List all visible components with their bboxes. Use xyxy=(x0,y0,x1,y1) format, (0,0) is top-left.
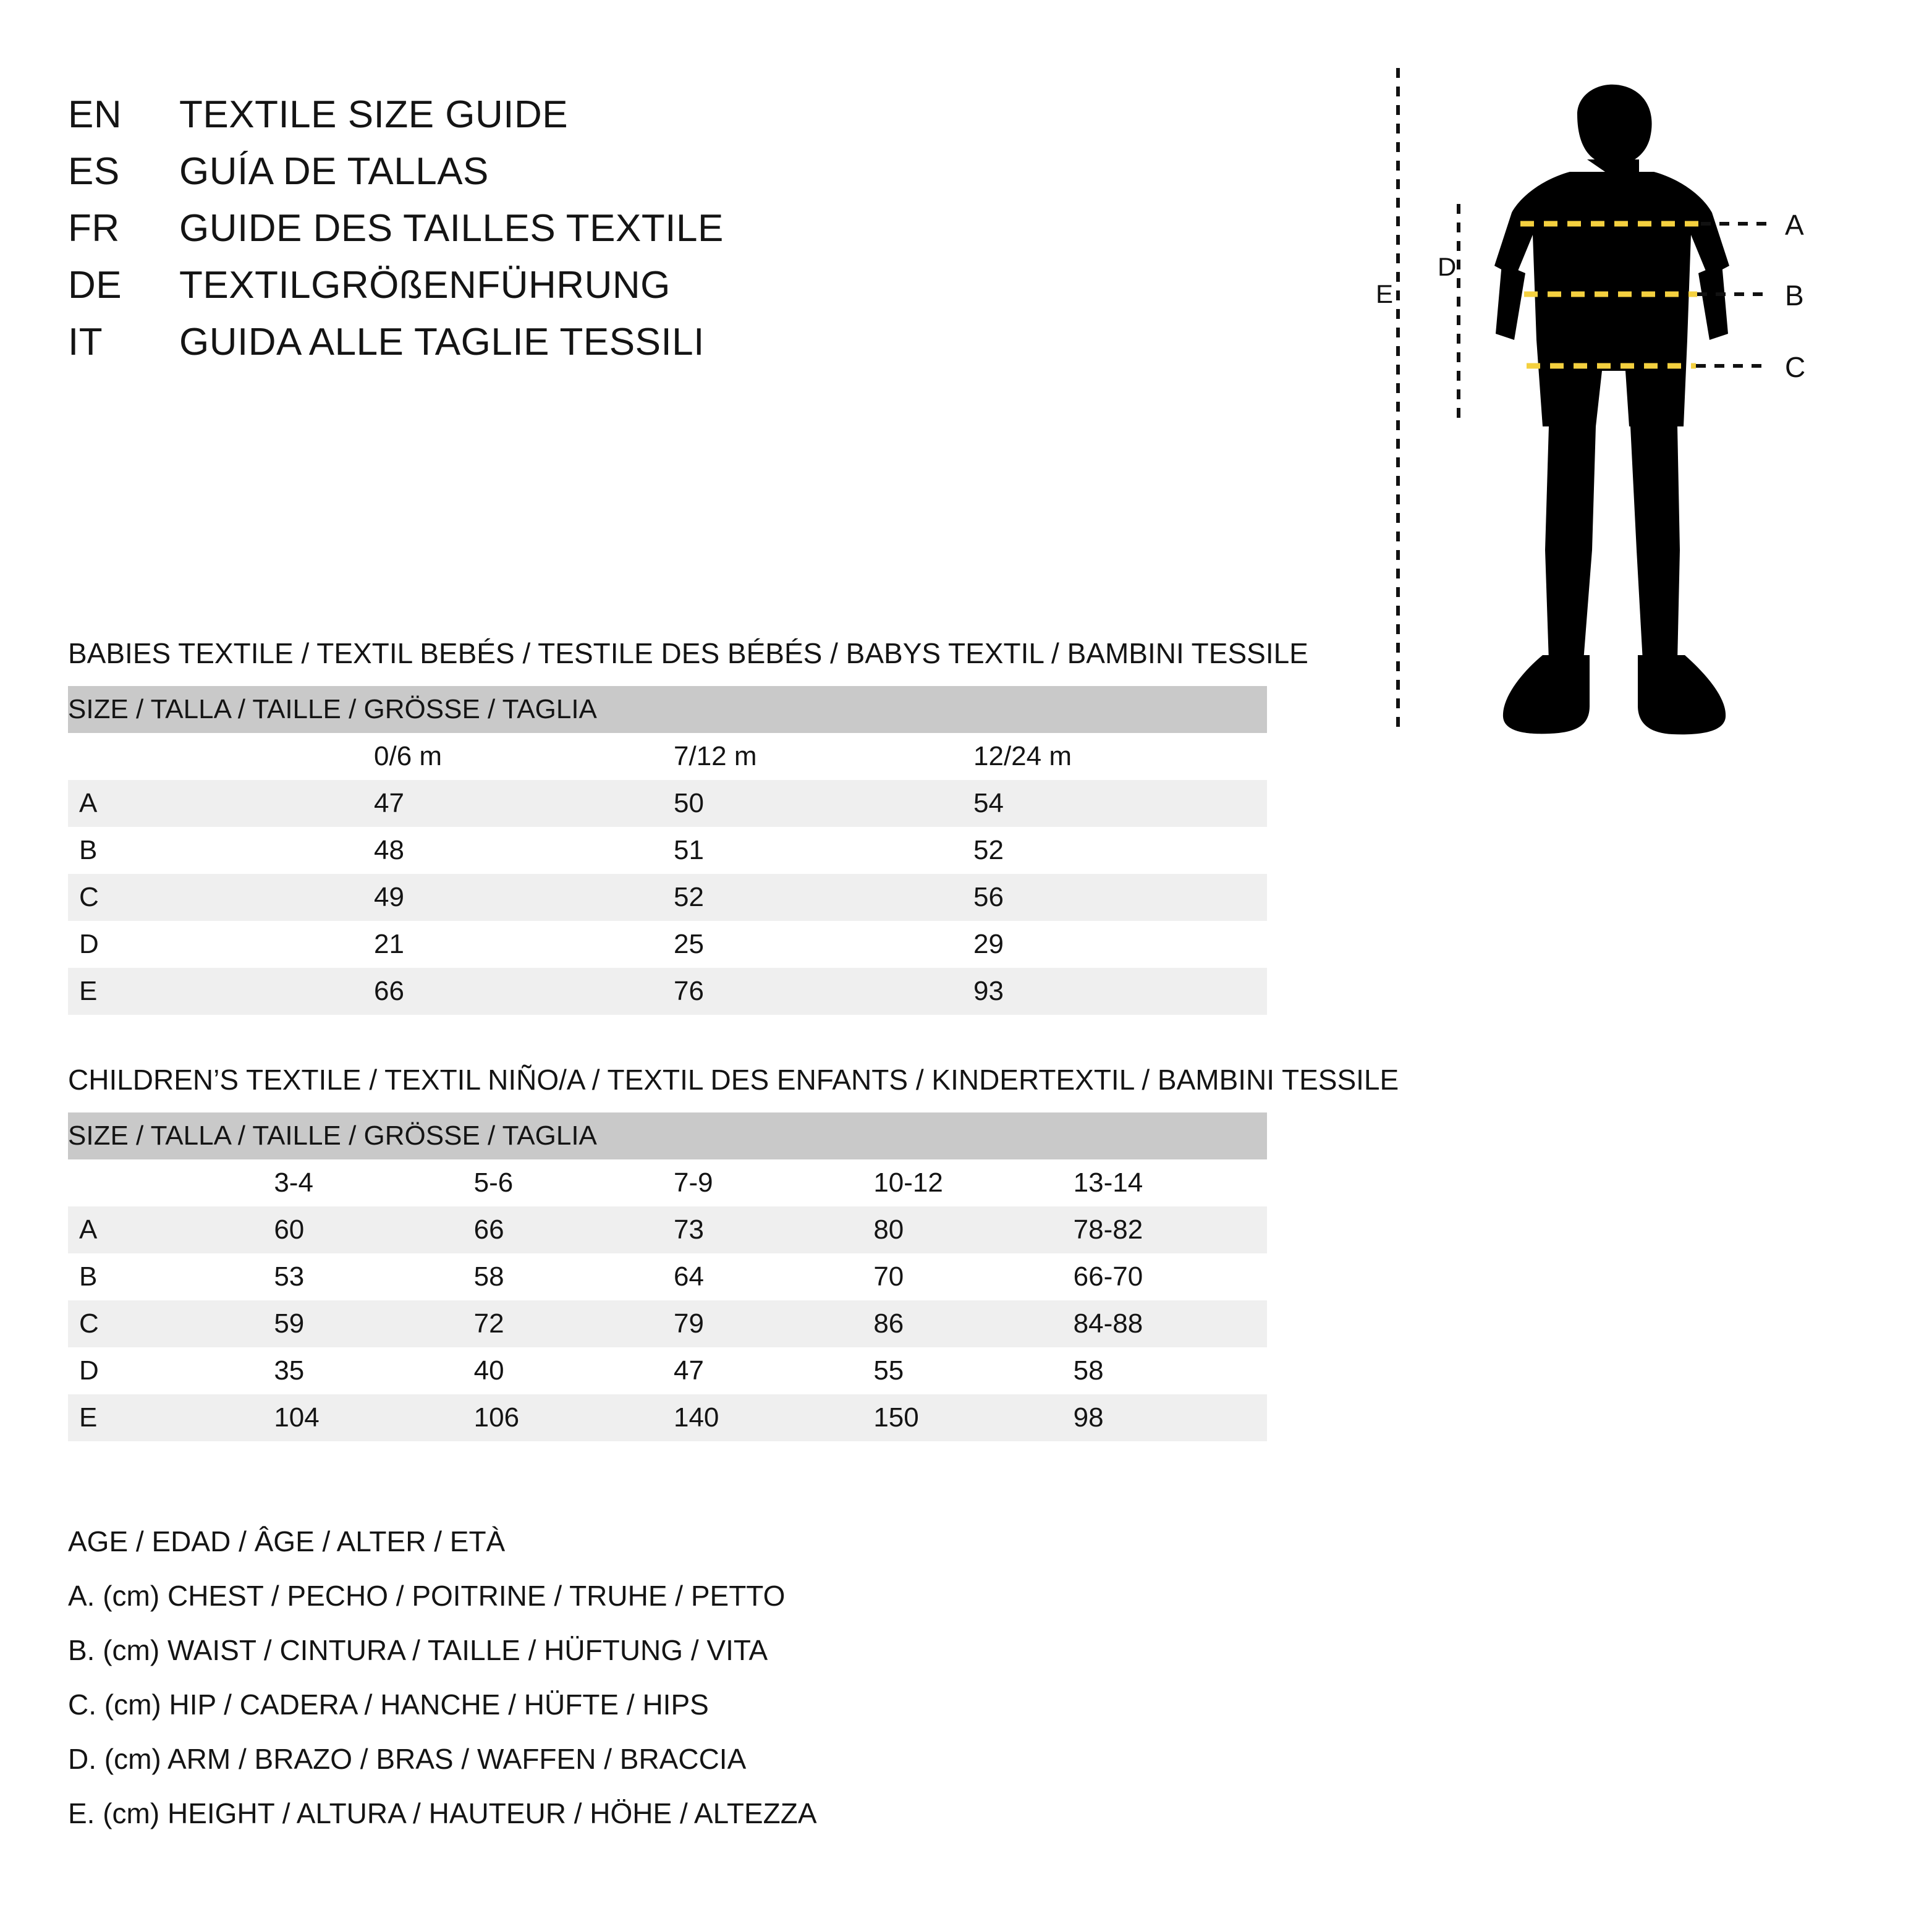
babies-cell-d-2: 29 xyxy=(967,921,1267,968)
children-header-corner xyxy=(68,1159,268,1206)
children-col-3: 10-12 xyxy=(867,1159,1067,1206)
babies-header-corner xyxy=(68,733,368,780)
children-cell-e-2: 140 xyxy=(667,1394,867,1441)
children-cell-d-0: 35 xyxy=(268,1347,467,1394)
babies-cell-c-2: 56 xyxy=(967,874,1267,921)
babies-row-label-d: D xyxy=(68,921,368,968)
children-cell-c-4: 84-88 xyxy=(1067,1300,1267,1347)
babies-row-label-a: A xyxy=(68,780,368,827)
children-cell-a-0: 60 xyxy=(268,1206,467,1253)
babies-heading: BABIES TEXTILE / TEXTIL BEBÉS / TESTILE DES BÉBÉS / BABYS TEXTIL / BAMBINI TESSILE xyxy=(68,637,1308,669)
children-row-label-b: B xyxy=(68,1253,268,1300)
legend-item-hip: C. (cm) HIP / CADERA / HANCHE / HÜFTE / HIPS xyxy=(68,1688,709,1721)
table-row xyxy=(68,1206,1267,1253)
babies-cell-a-2: 54 xyxy=(967,780,1267,827)
title-lang-de: DE xyxy=(68,264,122,307)
babies-size-table xyxy=(68,686,1267,1015)
marker-c-label: C xyxy=(1785,351,1806,383)
children-cell-d-2: 47 xyxy=(667,1347,867,1394)
table-row xyxy=(68,1253,1267,1300)
babies-cell-a-0: 47 xyxy=(368,780,667,827)
title-text-de: TEXTILGRÖßENFÜHRUNG xyxy=(179,264,671,307)
babies-row-label-c: C xyxy=(68,874,368,921)
children-cell-b-1: 58 xyxy=(468,1253,667,1300)
title-text-fr: GUIDE DES TAILLES TEXTILE xyxy=(179,207,724,250)
babies-cell-d-0: 21 xyxy=(368,921,667,968)
children-col-1: 5-6 xyxy=(468,1159,667,1206)
children-cell-d-3: 55 xyxy=(867,1347,1067,1394)
marker-e-label: E xyxy=(1376,279,1394,308)
legend-item-arm: D. (cm) ARM / BRAZO / BRAS / WAFFEN / BRACCIA xyxy=(68,1743,747,1775)
table-row xyxy=(68,1300,1267,1347)
babies-col-1: 7/12 m xyxy=(667,733,967,780)
title-text-it: GUIDA ALLE TAGLIE TESSILI xyxy=(179,321,705,363)
legend-title: AGE / EDAD / ÂGE / ALTER / ETÀ xyxy=(68,1525,506,1557)
title-text-es: GUÍA DE TALLAS xyxy=(179,150,489,193)
legend-block xyxy=(68,1514,1304,1841)
babies-column-header-row xyxy=(68,733,1267,780)
table-row xyxy=(68,921,1267,968)
table-row xyxy=(68,827,1267,874)
marker-a-label: A xyxy=(1785,209,1804,241)
title-block xyxy=(68,93,1242,377)
babies-band-label: SIZE / TALLA / TAILLE / GRÖSSE / TAGLIA xyxy=(68,686,1267,733)
babies-cell-e-2: 93 xyxy=(967,968,1267,1015)
babies-cell-c-0: 49 xyxy=(368,874,667,921)
children-row-label-e: E xyxy=(68,1394,268,1441)
children-cell-a-3: 80 xyxy=(867,1206,1067,1253)
legend-item-height: E. (cm) HEIGHT / ALTURA / HAUTEUR / HÖHE / ALTEZZA xyxy=(68,1797,817,1829)
title-lang-en: EN xyxy=(68,93,122,136)
title-row-es xyxy=(68,150,1242,206)
children-cell-a-4: 78-82 xyxy=(1067,1206,1267,1253)
babies-row-label-e: E xyxy=(68,968,368,1015)
babies-cell-c-1: 52 xyxy=(667,874,967,921)
children-cell-c-0: 59 xyxy=(268,1300,467,1347)
children-cell-b-4: 66-70 xyxy=(1067,1253,1267,1300)
title-lang-es: ES xyxy=(68,150,120,193)
children-cell-d-1: 40 xyxy=(468,1347,667,1394)
table-row xyxy=(68,1394,1267,1441)
table-row xyxy=(68,968,1267,1015)
children-row-label-a: A xyxy=(68,1206,268,1253)
title-text-en: TEXTILE SIZE GUIDE xyxy=(179,93,569,136)
children-col-0: 3-4 xyxy=(268,1159,467,1206)
children-size-table xyxy=(68,1112,1267,1441)
child-silhouette-icon xyxy=(1494,85,1729,735)
title-row-fr xyxy=(68,206,1242,263)
measurement-figure xyxy=(1376,80,1866,773)
children-row-label-c: C xyxy=(68,1300,268,1347)
babies-cell-e-1: 76 xyxy=(667,968,967,1015)
children-cell-c-3: 86 xyxy=(867,1300,1067,1347)
children-cell-d-4: 58 xyxy=(1067,1347,1267,1394)
title-lang-it: IT xyxy=(68,321,103,363)
babies-col-2: 12/24 m xyxy=(967,733,1267,780)
babies-col-0: 0/6 m xyxy=(368,733,667,780)
children-section xyxy=(68,1063,1399,1441)
children-cell-a-1: 66 xyxy=(468,1206,667,1253)
children-cell-e-1: 106 xyxy=(468,1394,667,1441)
title-row-en xyxy=(68,93,1242,150)
legend-item-chest: A. (cm) CHEST / PECHO / POITRINE / TRUHE / PETTO xyxy=(68,1580,786,1612)
children-column-header-row xyxy=(68,1159,1267,1206)
children-cell-b-2: 64 xyxy=(667,1253,867,1300)
children-cell-a-2: 73 xyxy=(667,1206,867,1253)
babies-cell-e-0: 66 xyxy=(368,968,667,1015)
babies-cell-d-1: 25 xyxy=(667,921,967,968)
babies-cell-a-1: 50 xyxy=(667,780,967,827)
children-heading: CHILDREN’S TEXTILE / TEXTIL NIÑO/A / TEXTIL DES ENFANTS / KINDERTEXTIL / BAMBINI TESSILE xyxy=(68,1064,1399,1096)
title-row-it xyxy=(68,320,1242,377)
babies-cell-b-0: 48 xyxy=(368,827,667,874)
marker-d-label: D xyxy=(1438,252,1457,281)
table-row xyxy=(68,874,1267,921)
children-band-label: SIZE / TALLA / TAILLE / GRÖSSE / TAGLIA xyxy=(68,1112,1267,1159)
children-cell-c-2: 79 xyxy=(667,1300,867,1347)
children-cell-b-0: 53 xyxy=(268,1253,467,1300)
legend-item-waist: B. (cm) WAIST / CINTURA / TAILLE / HÜFTUNG / VITA xyxy=(68,1634,768,1666)
babies-row-label-b: B xyxy=(68,827,368,874)
children-cell-c-1: 72 xyxy=(468,1300,667,1347)
children-col-2: 7-9 xyxy=(667,1159,867,1206)
children-cell-e-0: 104 xyxy=(268,1394,467,1441)
children-cell-e-4: 98 xyxy=(1067,1394,1267,1441)
table-row xyxy=(68,780,1267,827)
babies-cell-b-2: 52 xyxy=(967,827,1267,874)
children-row-label-d: D xyxy=(68,1347,268,1394)
children-cell-e-3: 150 xyxy=(867,1394,1067,1441)
babies-section xyxy=(68,637,1308,1015)
title-row-de xyxy=(68,263,1242,320)
children-band-row xyxy=(68,1112,1267,1159)
table-row xyxy=(68,1347,1267,1394)
marker-b-label: B xyxy=(1785,279,1804,311)
children-col-4: 13-14 xyxy=(1067,1159,1267,1206)
title-lang-fr: FR xyxy=(68,207,120,250)
babies-band-row xyxy=(68,686,1267,733)
children-cell-b-3: 70 xyxy=(867,1253,1067,1300)
babies-cell-b-1: 51 xyxy=(667,827,967,874)
